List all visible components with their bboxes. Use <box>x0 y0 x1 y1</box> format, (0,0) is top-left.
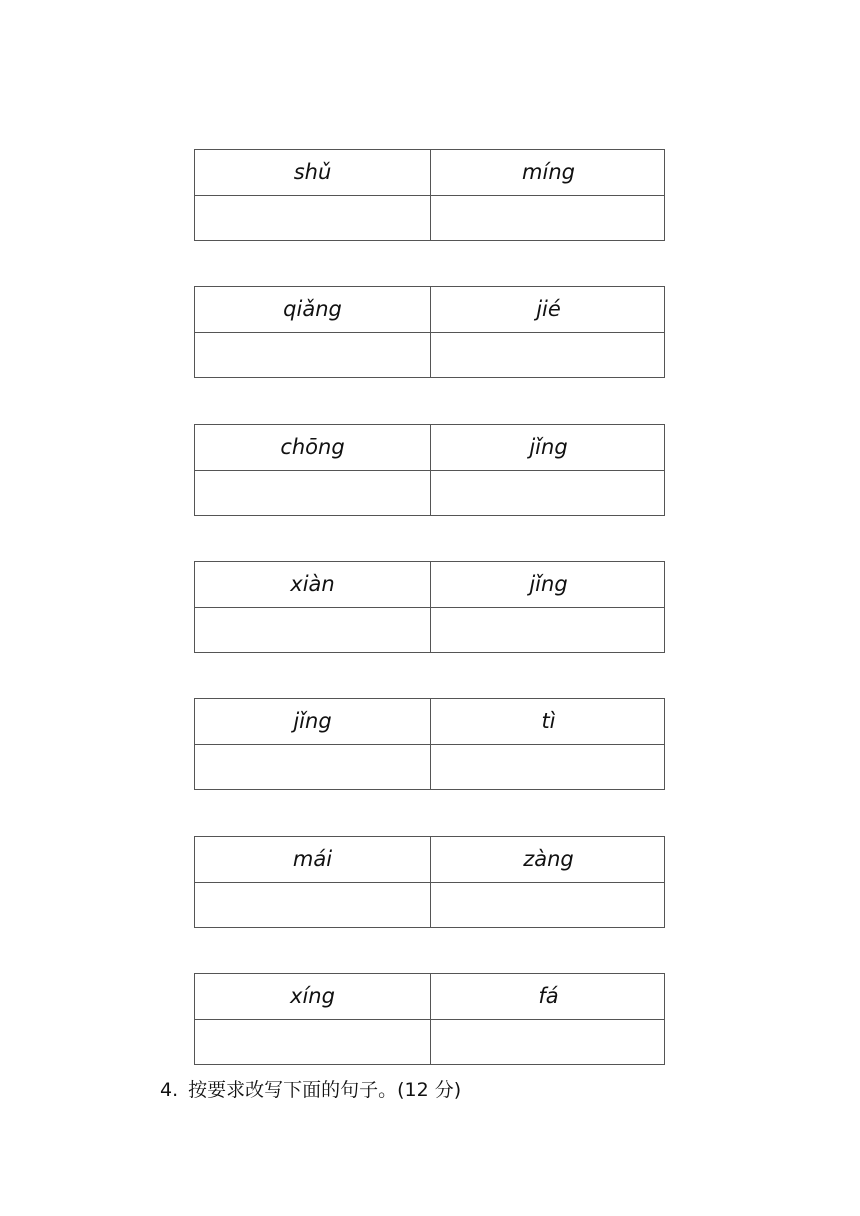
question-number: 4. <box>160 1079 179 1101</box>
pinyin-grid-6 <box>194 836 665 928</box>
pinyin-label: fá <box>538 984 559 1008</box>
answer-box[interactable] <box>431 333 666 377</box>
pinyin-label: qiǎng <box>283 297 342 321</box>
answer-box[interactable] <box>195 196 430 240</box>
answer-box[interactable] <box>195 333 430 377</box>
answer-box[interactable] <box>195 745 430 789</box>
pinyin-grid-2 <box>194 286 665 378</box>
pinyin-grid-5 <box>194 698 665 790</box>
pinyin-grid-3 <box>194 424 665 516</box>
pinyin-label: chōng <box>280 435 345 459</box>
pinyin-label: shǔ <box>293 160 332 184</box>
pinyin-grid-1 <box>194 149 665 241</box>
answer-box[interactable] <box>431 745 666 789</box>
answer-box[interactable] <box>431 196 666 240</box>
pinyin-label: xíng <box>290 984 335 1008</box>
answer-box[interactable] <box>431 1020 666 1064</box>
answer-box[interactable] <box>431 883 666 927</box>
question-text: 按要求改写下面的句子。(12 分) <box>188 1079 462 1101</box>
pinyin-label: zàng <box>523 847 574 871</box>
pinyin-grid-4 <box>194 561 665 653</box>
answer-box[interactable] <box>195 471 430 515</box>
pinyin-label: jié <box>536 297 561 321</box>
answer-box[interactable] <box>195 608 430 652</box>
pinyin-label: jǐng <box>293 709 332 733</box>
pinyin-label: tì <box>541 709 556 733</box>
pinyin-label: jǐng <box>529 572 568 596</box>
answer-box[interactable] <box>431 608 666 652</box>
pinyin-label: míng <box>522 160 575 184</box>
pinyin-label: jǐng <box>529 435 568 459</box>
question-heading <box>160 1075 461 1102</box>
pinyin-label: mái <box>292 847 333 871</box>
answer-box[interactable] <box>195 883 430 927</box>
pinyin-label: xiàn <box>290 572 335 596</box>
answer-box[interactable] <box>431 471 666 515</box>
answer-box[interactable] <box>195 1020 430 1064</box>
pinyin-grid-7 <box>194 973 665 1065</box>
